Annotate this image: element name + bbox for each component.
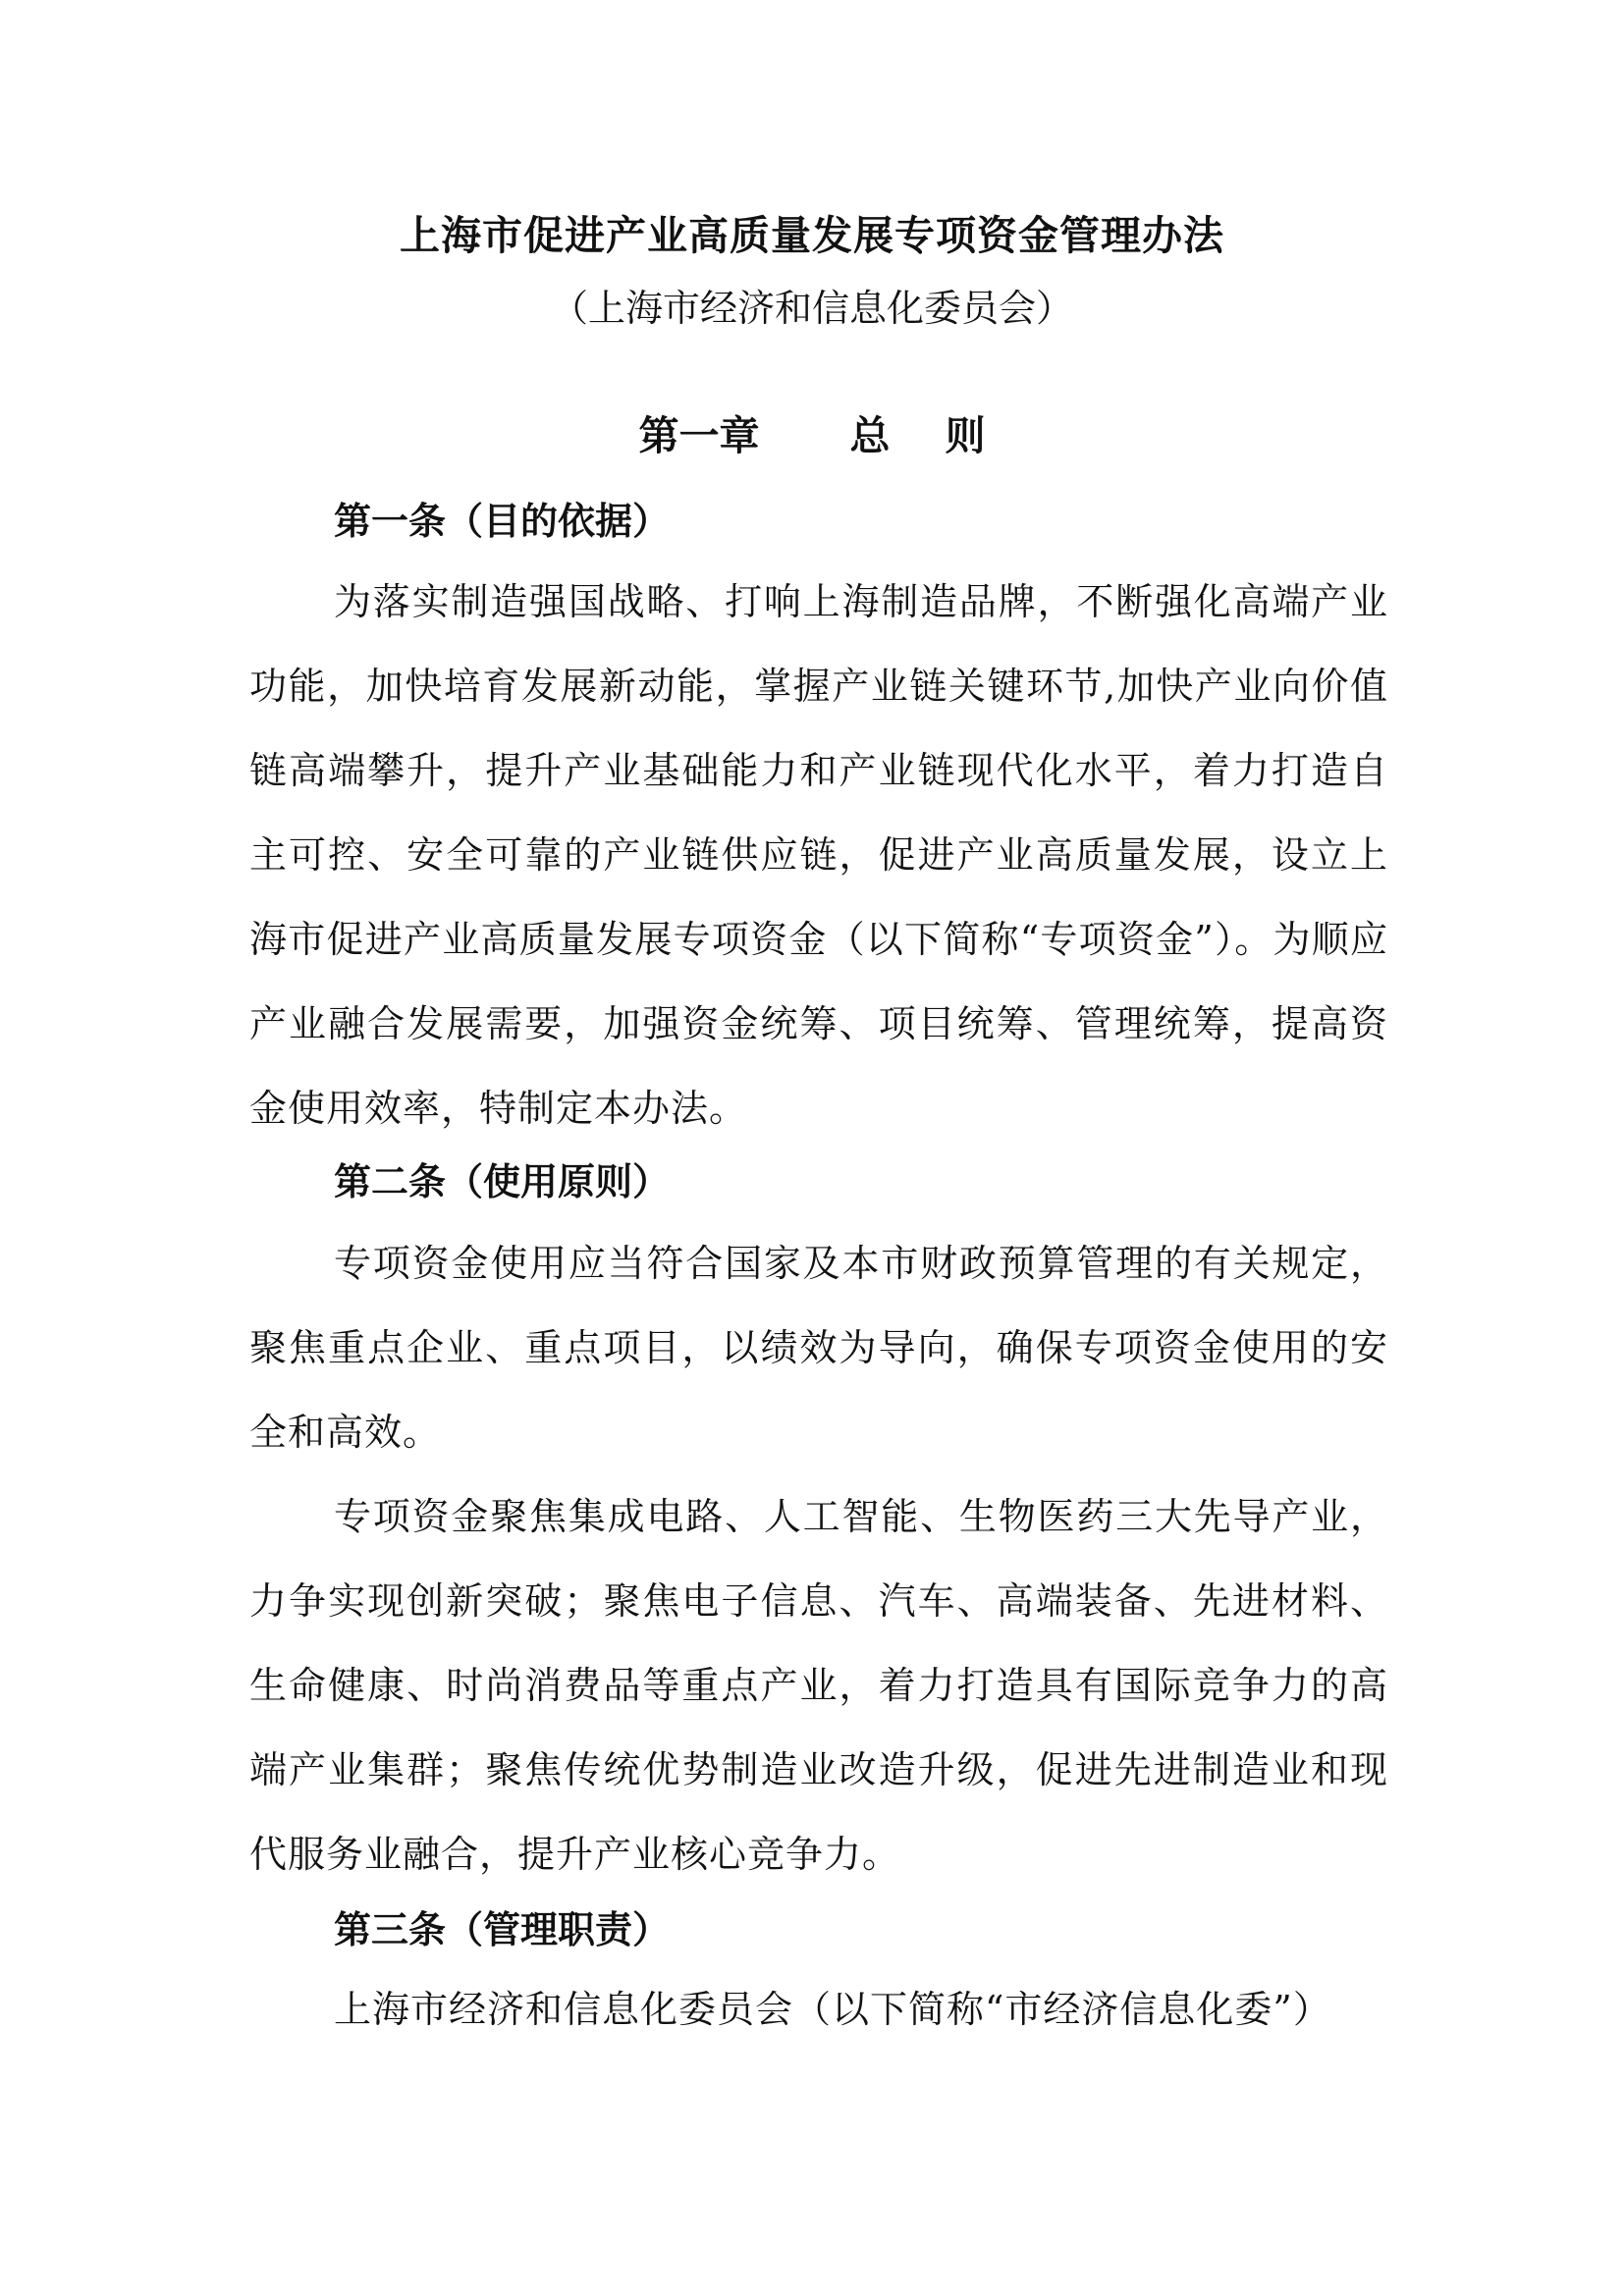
chapter-name-part2: 则 [945,412,986,459]
article-2-paragraph-2: 专项资金聚焦集成电路、人工智能、生物医药三大先导产业，力争实现创新突破；聚焦电子信息、汽车、高端装备、先进材料、生命健康、时尚消费品等重点产业，着力打造具有国际竞争力的高端产业集群；聚焦传统优势制造业改造升级，促进先进制造业和现代服务业融合，提升产业核心竞争力。 [249,1495,1388,1876]
article-3-paragraph-1: 上海市经济和信息化委员会（以下简称“市经济信息化委”） [334,1988,1331,2031]
article-3-heading: 第三条（管理职责） [334,1907,671,1951]
chapter-number: 第一章 [638,412,760,459]
document-title: 上海市促进产业高质量发展专项资金管理办法 [400,212,1224,259]
article-1-paragraph-1: 为落实制造强国战略、打响上海制造品牌，不断强化高端产业功能，加快培育发展新动能，掌握产业链关键环节,加快产业向价值链高端攀升，提升产业基础能力和产业链现代化水平，着力打造自主可控、安全可靠的产业链供应链，促进产业高质量发展，设立上海市促进产业高质量发展专项资金（以下简称“专项资金”）。为顺应产业融合发展需要，加强资金统筹、项目统筹、管理统筹，提高资金使用效率，特制定本办法。 [249,580,1388,1130]
chapter-heading [0,408,1624,463]
article-2-heading: 第二条（使用原则） [334,1159,671,1203]
article-1-heading: 第一条（目的依据） [334,499,671,543]
document-subtitle: （上海市经济和信息化委员会） [550,287,1073,330]
article-2-paragraph-1: 专项资金使用应当符合国家及本市财政预算管理的有关规定，聚焦重点企业、重点项目，以绩效为导向，确保专项资金使用的安全和高效。 [249,1242,1388,1454]
chapter-name-part1: 总 [849,412,891,459]
